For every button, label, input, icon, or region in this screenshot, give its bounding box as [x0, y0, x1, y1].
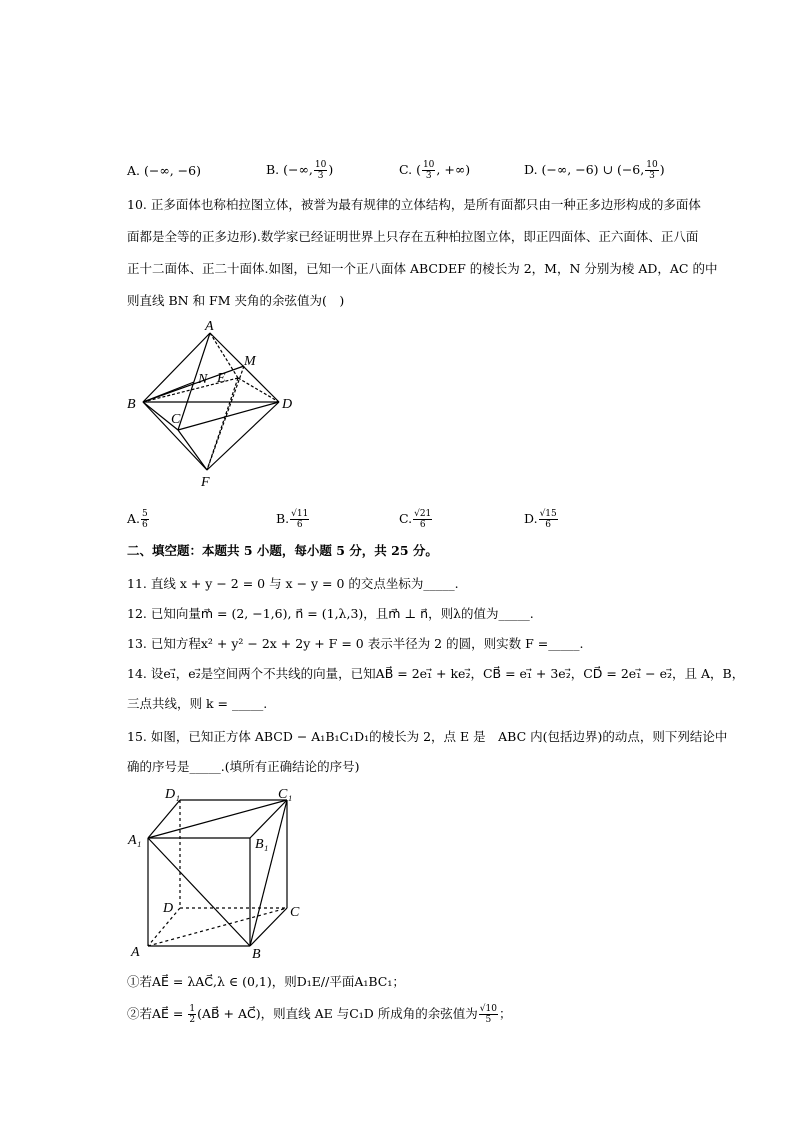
section-heading: 二、填空题：本题共 5 小题，每小题 5 分，共 25 分。	[127, 543, 438, 558]
q9-option-a: A. (−∞, −6)	[127, 163, 201, 178]
label-d1: D₁	[165, 787, 180, 802]
q15-line1: 15. 如图，已知正方体 ABCD − A₁B₁C₁D₁的棱长为 2，点 E 是 ABC 内(包括边界)的动点，则下列结论中	[127, 729, 728, 744]
label-b1: B₁	[255, 837, 269, 852]
q10-line3: 正十二面体、正二十面体.如图，已知一个正八面体 ABCDEF 的棱长为 2，M，N 分别为棱 AD，AC 的中	[127, 261, 718, 276]
label-m: M	[244, 354, 256, 369]
label-b: B	[127, 397, 136, 412]
label-a: A	[205, 319, 214, 334]
q10-option-a: A. $\frac{5}{6}$	[127, 509, 148, 530]
label-a: A	[131, 945, 140, 960]
q14-line1: 14. 设e₁⃗，e₂⃗是空间两个不共线的向量，已知AB⃗ = 2e₁⃗ + ke₂⃗，CB⃗ = e₁⃗ + 3e₂⃗，CD⃗ = 2e₁⃗ − e₂⃗，且 A，B，	[127, 666, 745, 681]
q10-option-c: C. $\frac{√21}{6}$	[399, 509, 432, 530]
q9-option-c: C. ( $\frac{10}{3}$ , +∞)	[399, 160, 471, 181]
label-n: N	[198, 372, 208, 387]
label-c1: C₁	[278, 787, 293, 802]
q9-option-d: D. (−∞, −6) ∪ (−6, $\frac{10}{3}$ )	[524, 160, 665, 181]
q12: 12. 已知向量m⃗ = (2, −1,6), n⃗ = (1,λ,3)，且m⃗ ⊥ n⃗，则λ的值为_____.	[127, 606, 534, 621]
q11: 11. 直线 x + y − 2 = 0 与 x − y = 0 的交点坐标为_____.	[127, 576, 459, 591]
q9-option-b: B. (−∞, $\frac{10}{3}$ )	[266, 160, 334, 181]
q10-option-d: D. $\frac{√15}{6}$	[524, 509, 557, 530]
q10-line2: 面都是全等的正多边形).数学家已经证明世界上只存在五种柏拉图立体，即正四面体、正六面体、正八面	[127, 229, 699, 244]
label-b: B	[252, 947, 261, 960]
label-d: D	[163, 901, 174, 916]
q10-option-b: B. $\frac{√11}{6}$	[276, 509, 309, 530]
q10-line1: 10. 正多面体也称柏拉图立体，被誉为最有规律的立体结构，是所有面都只由一种正多边形构成的多面体	[127, 197, 701, 212]
cube-figure	[125, 780, 310, 960]
octahedron-figure	[120, 316, 310, 491]
label-d: D	[282, 397, 293, 412]
label-f: F	[201, 475, 210, 490]
label-a1: A₁	[128, 833, 142, 848]
label-c: C	[171, 412, 181, 427]
label-c: C	[290, 905, 300, 920]
q14-line2: 三点共线，则 k = _____.	[127, 696, 268, 711]
q15-line2: 确的序号是_____.(填所有正确结论的序号)	[127, 759, 360, 774]
q15-item2: ②若AE⃗ = $\frac{1}{2}$ (AB⃗ + AC⃗)，则直线 AE 与C₁D 所成角的余弦值为 $\frac{√10}{5}$ ；	[127, 1004, 512, 1025]
q15-item1: ①若AE⃗ = λAC⃗,λ ∈ (0,1)，则D₁E//平面A₁BC₁；	[127, 974, 405, 989]
label-e: E	[217, 371, 226, 386]
q10-line4: 则直线 BN 和 FM 夹角的余弦值为( )	[127, 293, 345, 308]
q13: 13. 已知方程x² + y² − 2x + 2y + F = 0 表示半径为 2 的圆，则实数 F =_____.	[127, 636, 584, 651]
